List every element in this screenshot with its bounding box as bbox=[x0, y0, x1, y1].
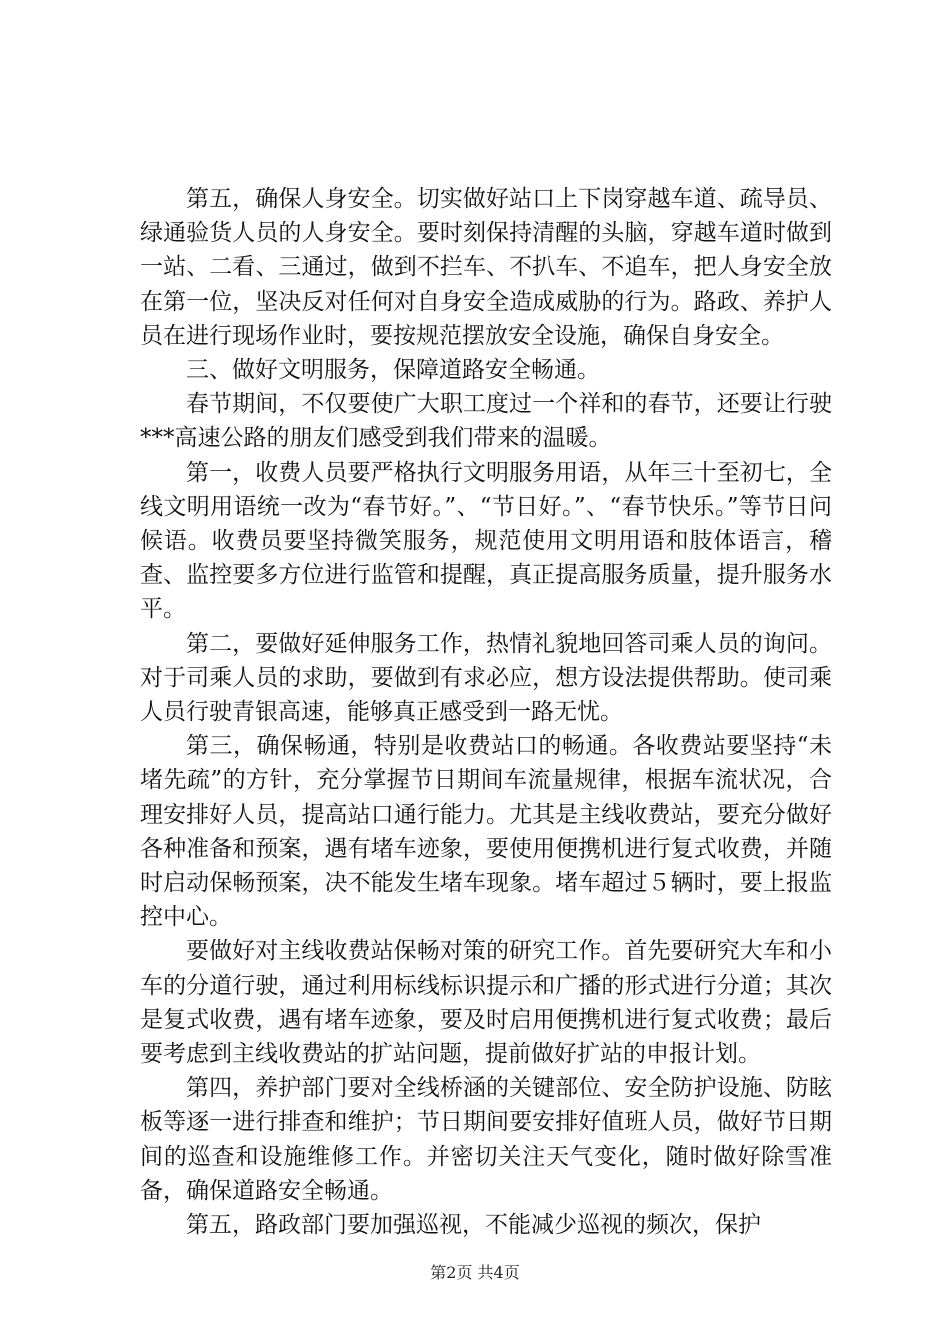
paragraph-second-extended-service: 第二，要做好延伸服务工作，热情礼貌地回答司乘人员的询问。对于司乘人员的求助，要做到有求必应，想方设法提供帮助。使司乘人员行驶青银高速，能够真正感受到一路无忧。 bbox=[140, 630, 832, 726]
paragraph-fifth-road-patrol: 第五，路政部门要加强巡视，不能减少巡视的频次，保护 bbox=[186, 1212, 761, 1239]
section-heading-civil-service: 三、做好文明服务，保障道路安全畅通。 bbox=[186, 357, 600, 384]
paragraph-mainline-station-research: 要做好对主线收费站保畅对策的研究工作。首先要研究大车和小车的分道行驶，通过利用标线标识提示和广播的形式进行分道；其次是复式收费，遇有堵车迹象，要及时启用便携机进行复式收费；最后要考虑到主线收费站的扩站问题，提前做好扩站的申报计划。 bbox=[140, 938, 832, 1068]
paragraph-personal-safety: 第五，确保人身安全。切实做好站口上下岗穿越车道、疏导员、绿通验货人员的人身安全。要时刻保持清醒的头脑，穿越车道时做到一站、二看、三通过，做到不拦车、不扒车、不追车，把人身安全放在第一位，坚决反对任何对自身安全造成威胁的行为。路政、养护人员在进行现场作业时，要按规范摆放安全设施，确保自身安全。 bbox=[140, 186, 832, 349]
page-number-footer: 第2页 共4页 bbox=[430, 1263, 520, 1282]
document-body bbox=[140, 182, 832, 1242]
paragraph-third-smooth-traffic: 第三，确保畅通，特别是收费站口的畅通。各收费站要坚持“未堵先疏”的方针，充分掌握节日期间车流量规律，根据车流状况，合理安排好人员，提高站口通行能力。尤其是主线收费站，要充分做好各种准备和预案，遇有堵车迹象，要使用便携机进行复式收费，并随时启动保畅预案，决不能发生堵车现象。堵车超过５辆时，要上报监控中心。 bbox=[140, 733, 832, 931]
paragraph-first-service-language: 第一，收费人员要严格执行文明服务用语，从年三十至初七，全线文明用语统一改为“春节好。”、“节日好。”、“春节快乐。”等节日问候语。收费员要坚持微笑服务，规范使用文明用语和肢体语言，稽查、监控要多方位进行监管和提醒，真正提高服务质量，提升服务水平。 bbox=[140, 459, 832, 623]
paragraph-fourth-maintenance: 第四，养护部门要对全线桥涵的关键部位、安全防护设施、防眩板等逐一进行排查和维护；节日期间要安排好值班人员，做好节日期间的巡查和设施维修工作。并密切关注天气变化，随时做好除雪准备，确保道路安全畅通。 bbox=[140, 1075, 832, 1204]
paragraph-spring-festival: 春节期间，不仅要使广大职工度过一个祥和的春节，还要让行驶***高速公路的朋友们感受到我们带来的温暖。 bbox=[140, 391, 832, 452]
